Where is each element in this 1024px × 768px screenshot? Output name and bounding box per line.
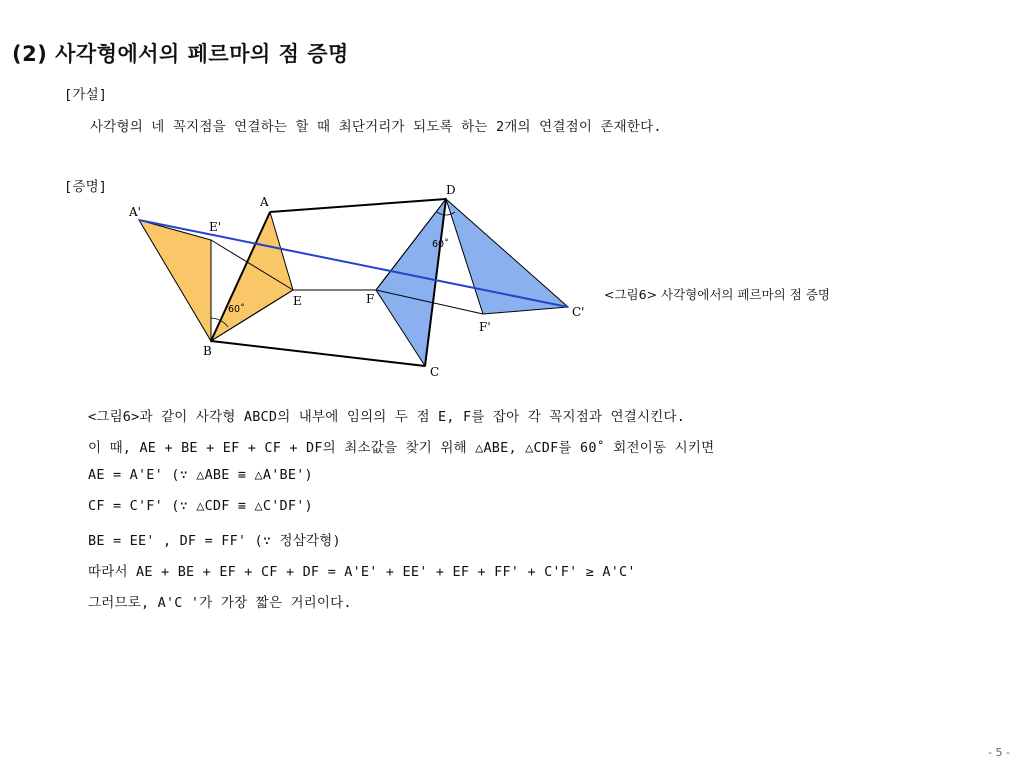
angle-label-left: 60˚ (228, 304, 245, 315)
angle-label-right: 60˚ (432, 239, 449, 250)
point-label-b: B (203, 344, 212, 358)
point-label-e-prime: E' (209, 220, 222, 234)
point-label-c-prime: C' (572, 305, 585, 319)
triangle-a-prime-b-e-prime (139, 220, 211, 341)
point-label-a: A (260, 195, 269, 209)
point-label-f: F (366, 292, 375, 306)
point-label-f-prime: F' (479, 320, 491, 334)
point-label-c: C (430, 365, 440, 379)
proof-line-3: AE = A'E' (∵ △ABE ≡ △A'BE') (88, 467, 313, 483)
hypothesis-label: [가설] (64, 87, 108, 103)
section-heading: (2) 사각형에서의 페르마의 점 증명 (12, 42, 349, 66)
proof-line-2: 이 때, AE + BE + EF + CF + DF의 최소값을 찾기 위해 △ABE, △CDF를 60˚ 회전이동 시키면 (88, 440, 715, 456)
hypothesis-text: 사각형의 네 꼭지점을 연결하는 할 때 최단거리가 되도록 하는 2개의 연결점이 존재한다. (90, 119, 662, 135)
point-label-a-prime: A' (129, 205, 141, 219)
proof-line-1: <그림6>과 같이 사각형 ABCD의 내부에 임의의 두 점 E, F를 잡아 각 꼭지점과 연결시킨다. (88, 409, 686, 425)
page-number: - 5 - (988, 746, 1010, 759)
proof-line-7: 그러므로, A'C '가 가장 짧은 거리이다. (88, 595, 352, 611)
point-label-e: E (293, 294, 302, 308)
proof-line-4: CF = C'F' (∵ △CDF ≡ △C'DF') (88, 498, 313, 514)
proof-label: [증명] (64, 179, 108, 195)
quadrilateral-edge-da (270, 199, 446, 212)
triangle-c-prime-d-f-prime (446, 199, 568, 314)
triangle-abe (211, 212, 293, 341)
point-label-d: D (446, 183, 456, 197)
proof-line-6: 따라서 AE + BE + EF + CF + DF = A'E' + EE' + EF + FF' + C'F' ≥ A'C' (88, 564, 636, 580)
quadrilateral-edge-bc (211, 341, 425, 366)
proof-line-5: BE = EE' , DF = FF' (∵ 정삼각형) (88, 533, 341, 549)
figure-caption: <그림6> 사각형에서의 페르마의 점 증명 (604, 287, 830, 302)
